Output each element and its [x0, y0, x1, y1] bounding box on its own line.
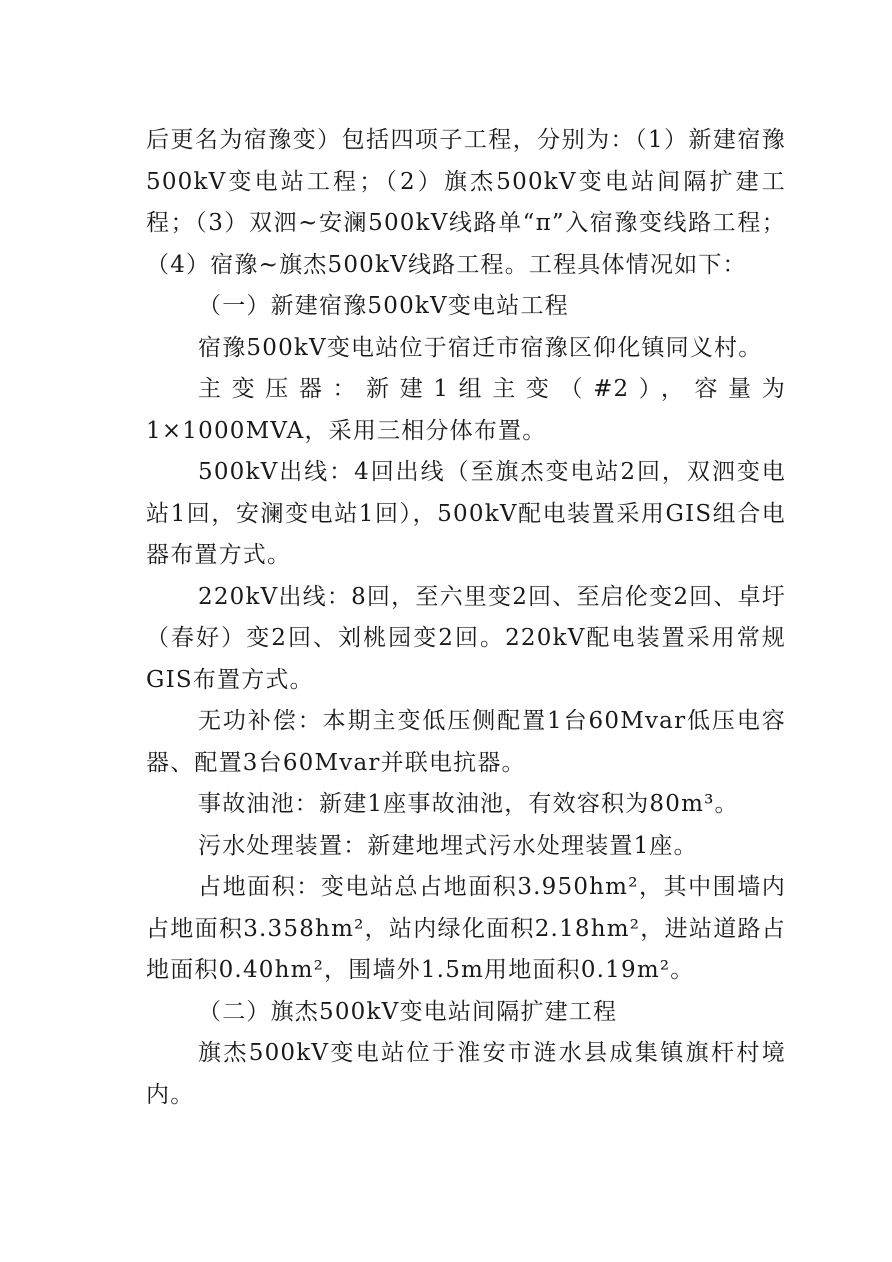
- section-heading-new-substation: （一）新建宿豫500kV变电站工程: [198, 293, 569, 319]
- paragraph-500kv-outlets: 500kV出线：4回出线（至旗杰变电站2回，双泗变电站1回，安澜变电站1回），500kV配电装置采用GIS组合电器布置方式。: [146, 459, 786, 568]
- paragraph-sewage-treatment: 污水处理装置：新建地埋式污水处理装置1座。: [198, 832, 698, 859]
- document-body: [146, 120, 786, 1116]
- paragraph-main-transformer: 主变压器：新建1组主变（#2），容量为1×1000MVA，采用三相分体布置。: [146, 376, 786, 444]
- section-heading-bay-expansion: （二）旗杰500kV变电站间隔扩建工程: [198, 998, 618, 1025]
- paragraph-220kv-outlets: 220kV出线：8回，至六里变2回、至启伦变2回、卓圩（春好）变2回、刘桃园变2回。220kV配电装置采用常规GIS布置方式。: [146, 583, 786, 693]
- paragraph-qijie-location: 旗杰500kV变电站位于淮安市涟水县成集镇旗杆村境内。: [146, 1040, 786, 1108]
- paragraph-project-overview: 后更名为宿豫变）包括四项子工程，分别为：（1）新建宿豫500kV变电站工程；（2）旗杰500kV变电站间隔扩建工程；（3）双泗~安澜500kV线路单“π”入宿豫变线路工程；（4）宿豫~旗杰500kV线路工程。工程具体情况如下：: [146, 127, 786, 278]
- paragraph-location: 宿豫500kV变电站位于宿迁市宿豫区仰化镇同义村。: [198, 334, 763, 361]
- paragraph-land-area: 占地面积：变电站总占地面积3.950hm²，其中围墙内占地面积3.358hm²，站内绿化面积2.18hm²，进站道路占地面积0.40hm²，围墙外1.5m用地面积0.19m²。: [146, 874, 786, 983]
- paragraph-reactive-compensation: 无功补偿：本期主变低压侧配置1台60Mvar低压电容器、配置3台60Mvar并联电抗器。: [146, 708, 786, 776]
- paragraph-oil-pool: 事故油池：新建1座事故油池，有效容积为80m³。: [198, 791, 739, 817]
